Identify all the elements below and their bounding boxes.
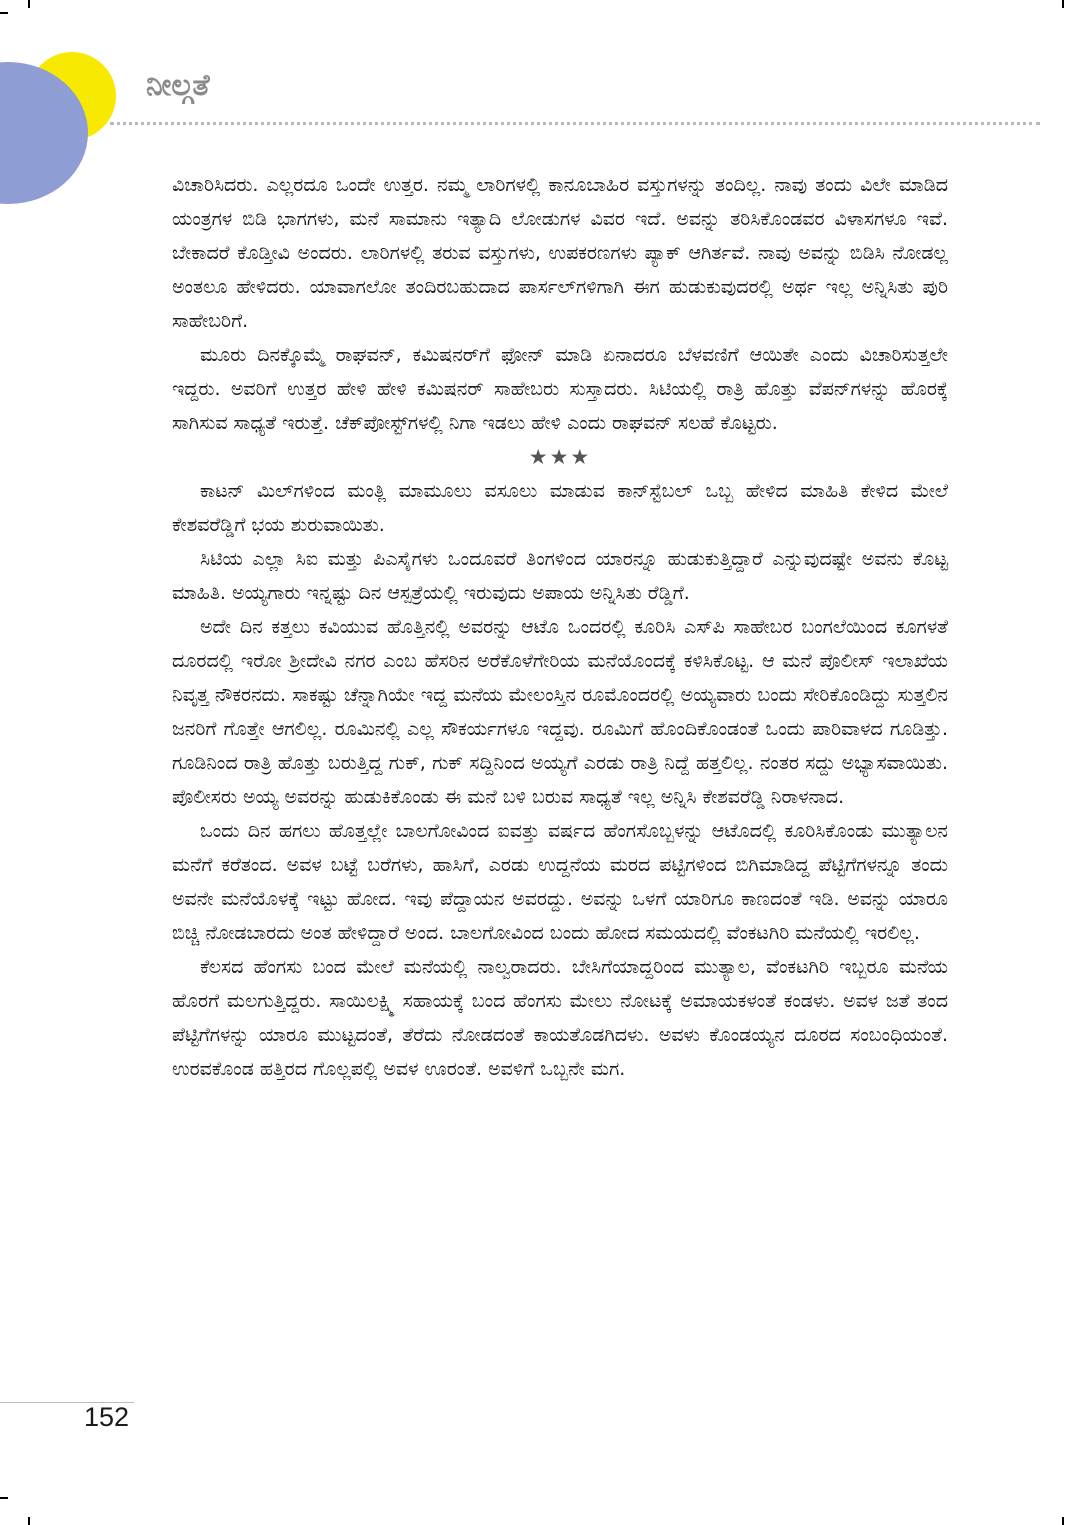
crop-mark-bottom-left-vertical xyxy=(28,1517,30,1525)
crop-mark-bottom-left xyxy=(0,1497,8,1499)
header-dotted-rule xyxy=(110,122,1040,125)
body-text xyxy=(172,168,948,1086)
paragraph: ವಿಚಾರಿಸಿದರು. ಎಲ್ಲರದೂ ಒಂದೇ ಉತ್ತರ. ನಮ್ಮ ಲಾರಿಗಳಲ್ಲಿ ಕಾನೂಬಾಹಿರ ವಸ್ತುಗಳನ್ನು ತಂದಿಲ್ಲ. ನಾವು ತಂದು ವಿಲೇ ಮಾಡಿದ ಯಂತ್ರಗಳ ಬಿಡಿ ಭಾಗಗಳು, ಮನೆ ಸಾಮಾನು ಇತ್ಯಾದಿ ಲೋಡುಗಳ ವಿವರ ಇದೆ. ಅವನ್ನು ತರಿಸಿಕೊಂಡವರ ವಿಳಾಸಗಳೂ ಇವೆ. ಬೇಕಾದರೆ ಕೊಡ್ತೀವಿ ಅಂದರು. ಲಾರಿಗಳಲ್ಲಿ ತರುವ ವಸ್ತುಗಳು, ಉಪಕರಣಗಳು ಪ್ಯಾಕ್ ಆಗಿರ್ತವೆ. ನಾವು ಅವನ್ನು ಬಿಡಿಸಿ ನೋಡಲ್ಲ ಅಂತಲೂ ಹೇಳಿದರು. ಯಾವಾಗಲೋ ತಂದಿರಬಹುದಾದ ಪಾರ್ಸಲ್‌ಗಳಿಗಾಗಿ ಈಗ ಹುಡುಕುವುದರಲ್ಲಿ ಅರ್ಥ ಇಲ್ಲ ಅನ್ನಿಸಿತು ಪುರಿ ಸಾಹೇಬರಿಗೆ. xyxy=(172,174,948,332)
page-number: 152 xyxy=(84,1402,130,1432)
crop-mark-top-left xyxy=(0,12,8,14)
paragraph: ಕೆಲಸದ ಹೆಂಗಸು ಬಂದ ಮೇಲೆ ಮನೆಯಲ್ಲಿ ನಾಲ್ವರಾದರು. ಬೇಸಿಗೆಯಾದ್ದರಿಂದ ಮುತ್ಯಾಲ, ವೆಂಕಟಗಿರಿ ಇಬ್ಬರೂ ಮನೆಯ ಹೊರಗೆ ಮಲಗುತ್ತಿದ್ದರು. ಸಾಯಿಲಕ್ಷ್ಮಿ ಸಹಾಯಕ್ಕೆ ಬಂದ ಹೆಂಗಸು ಮೇಲು ನೋಟಕ್ಕೆ ಅಮಾಯಕಳಂತೆ ಕಂಡಳು. ಅವಳ ಜತೆ ತಂದ ಪೆಟ್ಟಿಗೆಗಳನ್ನು ಯಾರೂ ಮುಟ್ಟದಂತೆ, ತೆರೆದು ನೋಡದಂತೆ ಕಾಯತೊಡಗಿದಳು. ಅವಳು ಕೊಂಡಯ್ಯನ ದೂರದ ಸಂಬಂಧಿಯಂತೆ. ಉರವಕೊಂಡ ಹತ್ತಿರದ ಗೊಲ್ಲಪಲ್ಲಿ ಅವಳ ಊರಂತೆ. ಅವಳಿಗೆ ಒಬ್ಬನೇ ಮಗ. xyxy=(172,956,948,1080)
paragraph: ಅದೇ ದಿನ ಕತ್ತಲು ಕವಿಯುವ ಹೊತ್ತಿನಲ್ಲಿ ಅವರನ್ನು ಆಟೊ ಒಂದರಲ್ಲಿ ಕೂರಿಸಿ ಎಸ್‌ಪಿ ಸಾಹೇಬರ ಬಂಗಲೆಯಿಂದ ಕೂಗಳತೆ ದೂರದಲ್ಲಿ ಇರೋ ಶ್ರೀದೇವಿ ನಗರ ಎಂಬ ಹೆಸರಿನ ಅರೆಕೊಳೆಗೇರಿಯ ಮನೆಯೊಂದಕ್ಕೆ ಕಳಿಸಿಕೊಟ್ಟ. ಆ ಮನೆ ಪೊಲೀಸ್ ಇಲಾಖೆಯ ನಿವೃತ್ತ ನೌಕರನದು. ಸಾಕಷ್ಟು ಚೆನ್ನಾಗಿಯೇ ಇದ್ದ ಮನೆಯ ಮೇಲಂಸ್ತಿನ ರೂಮೊಂದರಲ್ಲಿ ಅಯ್ಯವಾರು ಬಂದು ಸೇರಿಕೊಂಡಿದ್ದು ಸುತ್ತಲಿನ ಜನರಿಗೆ ಗೊತ್ತೇ ಆಗಲಿಲ್ಲ. ರೂಮಿನಲ್ಲಿ ಎಲ್ಲ ಸೌಕರ್ಯಗಳೂ ಇದ್ದವು. ರೂಮಿಗೆ ಹೊಂದಿಕೊಂಡಂತೆ ಒಂದು ಪಾರಿವಾಳದ ಗೂಡಿತ್ತು. ಗೂಡಿನಿಂದ ರಾತ್ರಿ ಹೊತ್ತು ಬರುತ್ತಿದ್ದ ಗುಕ್, ಗುಕ್ ಸದ್ದಿನಿಂದ ಅಯ್ಯಗೆ ಎರಡು ರಾತ್ರಿ ನಿದ್ದೆ ಹತ್ತಲಿಲ್ಲ. ನಂತರ ಸದ್ದು ಅಭ್ಯಾಸವಾಯಿತು. ಪೊಲೀಸರು ಅಯ್ಯ ಅವರನ್ನು ಹುಡುಕಿಕೊಂಡು ಈ ಮನೆ ಬಳಿ ಬರುವ ಸಾಧ್ಯತೆ ಇಲ್ಲ ಅನ್ನಿಸಿ ಕೇಶವರೆಡ್ಡಿ ನಿರಾಳನಾದ. xyxy=(172,616,948,808)
paragraph: ಕಾಟನ್ ಮಿಲ್‌ಗಳಿಂದ ಮಂತ್ಲಿ ಮಾಮೂಲು ವಸೂಲು ಮಾಡುವ ಕಾನ್‌ಸ್ಟೆಬಲ್ ಒಬ್ಬ ಹೇಳಿದ ಮಾಹಿತಿ ಕೇಳಿದ ಮೇಲೆ ಕೇಶವರೆಡ್ಡಿಗೆ ಭಯ ಶುರುವಾಯಿತು. xyxy=(172,480,948,536)
crop-mark-bottom-right xyxy=(1062,1517,1064,1525)
paragraph: ಸಿಟಿಯ ಎಲ್ಲಾ ಸಿಐ ಮತ್ತು ಪಿಎಸೈಗಳು ಒಂದೂವರೆ ತಿಂಗಳಿಂದ ಯಾರನ್ನೂ ಹುಡುಕುತ್ತಿದ್ದಾರೆ ಎನ್ನುವುದಷ್ಟೇ ಅವನು ಕೊಟ್ಟ ಮಾಹಿತಿ. ಅಯ್ಯಗಾರು ಇನ್ನಷ್ಟು ದಿನ ಆಸ್ಪತ್ರೆಯಲ್ಲಿ ಇರುವುದು ಅಪಾಯ ಅನ್ನಿಸಿತು ರೆಡ್ಡಿಗೆ. xyxy=(172,548,948,604)
crop-mark-top-right xyxy=(1062,0,1064,8)
paragraph: ಒಂದು ದಿನ ಹಗಲು ಹೊತ್ತಲ್ಲೇ ಬಾಲಗೋವಿಂದ ಐವತ್ತು ವರ್ಷದ ಹೆಂಗಸೊಬ್ಬಳನ್ನು ಆಟೊದಲ್ಲಿ ಕೂರಿಸಿಕೊಂಡು ಮುತ್ಯಾಲನ ಮನೆಗೆ ಕರೆತಂದ. ಅವಳ ಬಟ್ಟೆ ಬರೆಗಳು, ಹಾಸಿಗೆ, ಎರಡು ಉದ್ದನೆಯ ಮರದ ಪಟ್ಟಿಗಳಿಂದ ಬಿಗಿಮಾಡಿದ್ದ ಪೆಟ್ಟಿಗೆಗಳನ್ನೂ ತಂದು ಅವನೇ ಮನೆಯೊಳಕ್ಕೆ ಇಟ್ಟು ಹೋದ. ಇವು ಪೆದ್ದಾಯನ ಅವರದ್ದು. ಅವನ್ನು ಒಳಗೆ ಯಾರಿಗೂ ಕಾಣದಂತೆ ಇಡಿ. ಅವನ್ನು ಯಾರೂ ಬಿಚ್ಚಿ ನೋಡಬಾರದು ಅಂತ ಹೇಳಿದ್ದಾರೆ ಅಂದ. ಬಾಲಗೋವಿಂದ ಬಂದು ಹೋದ ಸಮಯದಲ್ಲಿ ವೆಂಕಟಗಿರಿ ಮನೆಯಲ್ಲಿ ಇರಲಿಲ್ಲ. xyxy=(172,820,948,944)
crop-mark-top-left-vertical xyxy=(28,0,30,8)
section-separator: ★★★ xyxy=(528,445,592,469)
paragraph: ಮೂರು ದಿನಕ್ಕೊಮ್ಮೆ ರಾಘವನ್, ಕಮಿಷನರ್‌ಗೆ ಫೋನ್ ಮಾಡಿ ಏನಾದರೂ ಬೆಳವಣಿಗೆ ಆಯಿತೇ ಎಂದು ವಿಚಾರಿಸುತ್ತಲೇ ಇದ್ದರು. ಅವರಿಗೆ ಉತ್ತರ ಹೇಳಿ ಹೇಳಿ ಕಮಿಷನರ್ ಸಾಹೇಬರು ಸುಸ್ತಾದರು. ಸಿಟಿಯಲ್ಲಿ ರಾತ್ರಿ ಹೊತ್ತು ವೆಪನ್‌ಗಳನ್ನು ಹೊರಕ್ಕೆ ಸಾಗಿಸುವ ಸಾಧ್ಯತೆ ಇರುತ್ತೆ. ಚೆಕ್‌ಪೋಸ್ಟ್‌ಗಳಲ್ಲಿ ನಿಗಾ ಇಡಲು ಹೇಳಿ ಎಂದು ರಾಘವನ್ ಸಲಹೆ ಕೊಟ್ಟರು. xyxy=(172,344,948,434)
running-title: ನೀಲ್ಗತೆ xyxy=(146,68,210,103)
